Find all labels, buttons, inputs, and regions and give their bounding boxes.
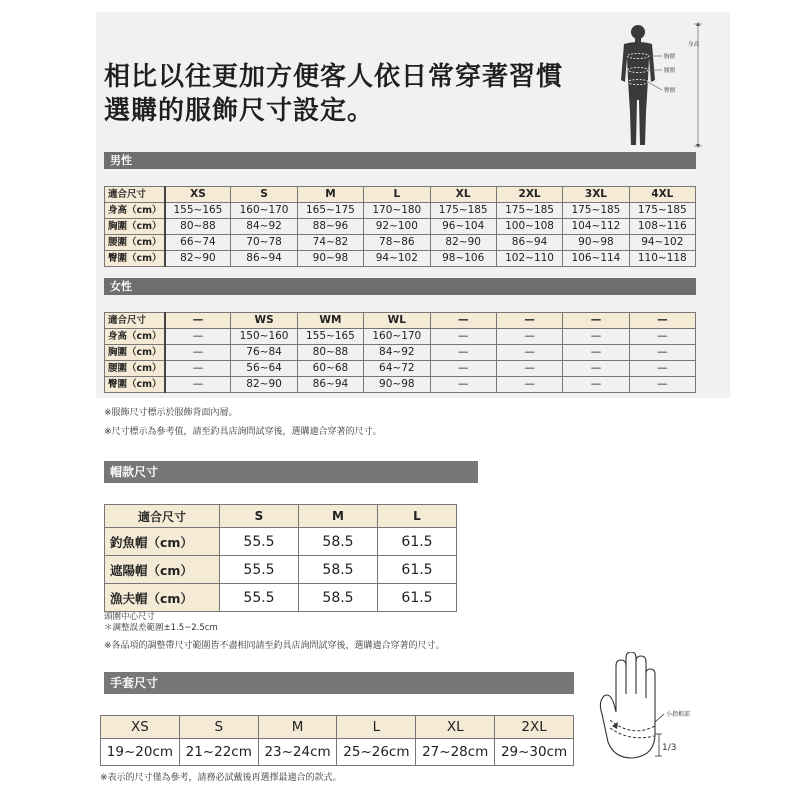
- measurement-value: —: [496, 377, 562, 393]
- measurement-value: 56~64: [231, 361, 297, 377]
- hat-size-value: 58.5: [299, 556, 378, 584]
- size-header-cell: —: [165, 313, 231, 329]
- table-row: [105, 251, 696, 267]
- hip-label: 臀圍: [664, 88, 676, 94]
- size-header-cell: XL: [430, 187, 496, 203]
- glove-value-row: [101, 739, 574, 766]
- glove-size-value: 21~22cm: [179, 739, 258, 766]
- measurement-value: 78~86: [364, 235, 430, 251]
- measurement-value: 102~110: [496, 251, 562, 267]
- measurement-value: 90~98: [364, 377, 430, 393]
- measurement-value: —: [629, 345, 695, 361]
- hat-note-3: ※各品項的調整帶尺寸範圍皆不盡相同請至釣具店詢問試穿後，選購適合穿著的尺寸。: [104, 641, 445, 651]
- size-header-cell: —: [430, 313, 496, 329]
- hat-size-value: 58.5: [299, 584, 378, 612]
- table-row: [105, 361, 696, 377]
- size-header-cell: WM: [297, 313, 363, 329]
- hat-note-1: 頭圍中心尺寸: [104, 612, 156, 622]
- measurement-label: 臀圍（cm）: [105, 251, 165, 267]
- table-row: [105, 528, 457, 556]
- measurement-value: 100~108: [496, 219, 562, 235]
- measurement-value: 80~88: [297, 345, 363, 361]
- measurement-value: —: [629, 361, 695, 377]
- size-header-label: 適合尺寸: [105, 313, 165, 329]
- measurement-value: 80~88: [165, 219, 231, 235]
- measurement-value: 60~68: [297, 361, 363, 377]
- measurement-value: 88~96: [297, 219, 363, 235]
- size-header-cell: XS: [165, 187, 231, 203]
- glove-size-label: M: [258, 716, 337, 739]
- measurement-value: 66~74: [165, 235, 231, 251]
- gloves-section-bar: [104, 672, 574, 694]
- hat-size-table: [104, 504, 457, 612]
- measurement-value: 84~92: [364, 345, 430, 361]
- body-silhouette-icon: [621, 25, 655, 145]
- glove-header-row: [101, 716, 574, 739]
- measurement-value: 160~170: [231, 203, 297, 219]
- measurement-value: 64~72: [364, 361, 430, 377]
- hat-header-cell: M: [299, 505, 378, 528]
- hat-size-value: 55.5: [220, 584, 299, 612]
- hat-type-label: 漁夫帽（cm）: [105, 584, 220, 612]
- measurement-value: 160~170: [364, 329, 430, 345]
- measurement-value: —: [563, 329, 629, 345]
- measurement-value: 86~94: [496, 235, 562, 251]
- measurement-value: 155~165: [165, 203, 231, 219]
- hat-header-row: [105, 505, 457, 528]
- size-header-cell: L: [364, 187, 430, 203]
- men-section-title: 男性: [110, 154, 132, 167]
- glove-size-value: 19~20cm: [101, 739, 180, 766]
- measurement-label: 腰圍（cm）: [105, 361, 165, 377]
- size-header-cell: S: [231, 187, 297, 203]
- measurement-value: —: [165, 361, 231, 377]
- measurement-value: 106~114: [563, 251, 629, 267]
- size-header-cell: —: [496, 313, 562, 329]
- table-row: [105, 584, 457, 612]
- glove-size-label: XL: [416, 716, 495, 739]
- size-header-cell: 3XL: [563, 187, 629, 203]
- table-row: [105, 329, 696, 345]
- measurement-value: 150~160: [231, 329, 297, 345]
- measurement-value: 94~102: [364, 251, 430, 267]
- table-row: [105, 345, 696, 361]
- table-row: [105, 377, 696, 393]
- measurement-value: 82~90: [165, 251, 231, 267]
- size-header-cell: 2XL: [496, 187, 562, 203]
- chest-label: 胸圍: [664, 54, 676, 60]
- measurement-value: 165~175: [297, 203, 363, 219]
- headline-line-2: 選購的服飾尺寸設定。: [104, 96, 375, 126]
- measurement-value: 74~82: [297, 235, 363, 251]
- measurement-value: 175~185: [563, 203, 629, 219]
- measurement-value: —: [430, 361, 496, 377]
- glove-size-label: L: [337, 716, 416, 739]
- headline-line-1: 相比以往更加方便客人依日常穿著習慣: [104, 62, 564, 92]
- size-header-cell: M: [297, 187, 363, 203]
- women-size-table: [104, 312, 696, 393]
- measurement-value: —: [496, 329, 562, 345]
- measurement-label: 胸圍（cm）: [105, 345, 165, 361]
- measurement-value: —: [629, 377, 695, 393]
- headline: [104, 60, 604, 128]
- measurement-value: 175~185: [629, 203, 695, 219]
- measurement-value: 110~118: [629, 251, 695, 267]
- glove-size-value: 27~28cm: [416, 739, 495, 766]
- hat-type-label: 遮陽帽（cm）: [105, 556, 220, 584]
- glove-size-label: XS: [101, 716, 180, 739]
- measurement-value: —: [563, 361, 629, 377]
- body-measurement-diagram: [610, 20, 710, 150]
- size-header-cell: 4XL: [629, 187, 695, 203]
- measurement-value: —: [496, 361, 562, 377]
- measurement-value: —: [430, 345, 496, 361]
- size-header-cell: WL: [364, 313, 430, 329]
- measurement-value: —: [165, 377, 231, 393]
- hat-size-value: 55.5: [220, 556, 299, 584]
- measurement-value: 96~104: [430, 219, 496, 235]
- measurement-value: 94~102: [629, 235, 695, 251]
- apparel-note-1: ※服飾尺寸標示於服飾背面內層。: [104, 408, 238, 418]
- glove-size-value: 23~24cm: [258, 739, 337, 766]
- apparel-note-2: ※尺寸標示為參考值，請至釣具店詢問試穿後，選購適合穿著的尺寸。: [104, 427, 382, 437]
- size-header-cell: WS: [231, 313, 297, 329]
- hat-header-cell: S: [220, 505, 299, 528]
- measurement-value: 175~185: [430, 203, 496, 219]
- hand-outline-icon: [600, 652, 655, 758]
- glove-size-table: [100, 715, 574, 766]
- measurement-value: —: [430, 377, 496, 393]
- measurement-value: 104~112: [563, 219, 629, 235]
- measurement-value: —: [563, 377, 629, 393]
- measurement-value: 86~94: [297, 377, 363, 393]
- table-row: [105, 203, 696, 219]
- glove-size-value: 25~26cm: [337, 739, 416, 766]
- measurement-value: 76~84: [231, 345, 297, 361]
- measurement-value: 82~90: [231, 377, 297, 393]
- hat-type-label: 釣魚帽（cm）: [105, 528, 220, 556]
- measurement-value: —: [165, 329, 231, 345]
- hat-note-2: ＊調整誤差範圍±1.5~2.5cm: [104, 623, 218, 633]
- measurement-label: 身高（cm）: [105, 329, 165, 345]
- glove-size-label: S: [179, 716, 258, 739]
- measurement-value: 108~116: [629, 219, 695, 235]
- waist-label: 腰圍: [664, 68, 676, 74]
- glove-size-label: 2XL: [495, 716, 574, 739]
- women-header-row: [105, 313, 696, 329]
- hat-size-value: 55.5: [220, 528, 299, 556]
- measurement-value: —: [496, 345, 562, 361]
- men-header-row: [105, 187, 696, 203]
- hat-size-value: 61.5: [378, 556, 457, 584]
- hats-section-bar: [104, 461, 478, 483]
- measurement-value: 98~106: [430, 251, 496, 267]
- measurement-value: 170~180: [364, 203, 430, 219]
- measurement-value: 90~98: [563, 235, 629, 251]
- glove-size-value: 29~30cm: [495, 739, 574, 766]
- size-header-cell: —: [629, 313, 695, 329]
- height-label: 身高: [688, 42, 700, 48]
- glove-note: ※表示的尺寸僅為參考，請務必試戴後再選擇最適合的款式。: [100, 773, 342, 783]
- measurement-value: —: [563, 345, 629, 361]
- hat-size-value: 61.5: [378, 528, 457, 556]
- measurement-value: —: [629, 329, 695, 345]
- measurement-value: 155~165: [297, 329, 363, 345]
- hats-section-title: 帽款尺寸: [110, 465, 159, 479]
- table-row: [105, 556, 457, 584]
- measurement-label: 身高（cm）: [105, 203, 165, 219]
- table-row: [105, 235, 696, 251]
- size-header-label: 適合尺寸: [105, 187, 165, 203]
- measurement-label: 腰圍（cm）: [105, 235, 165, 251]
- measurement-label: 胸圍（cm）: [105, 219, 165, 235]
- measurement-value: —: [165, 345, 231, 361]
- measurement-value: —: [430, 329, 496, 345]
- measurement-value: 86~94: [231, 251, 297, 267]
- measurement-value: 84~92: [231, 219, 297, 235]
- hat-header-cell: 適合尺寸: [105, 505, 220, 528]
- hand-measurement-diagram: [592, 652, 702, 764]
- measurement-value: 92~100: [364, 219, 430, 235]
- table-row: [105, 219, 696, 235]
- pinky-base-label: 小指根部: [666, 711, 691, 718]
- hat-size-value: 61.5: [378, 584, 457, 612]
- measurement-value: 82~90: [430, 235, 496, 251]
- gloves-section-title: 手套尺寸: [110, 676, 159, 690]
- measurement-value: 175~185: [496, 203, 562, 219]
- men-size-table: [104, 186, 696, 267]
- men-section-bar: [104, 152, 696, 169]
- hat-header-cell: L: [378, 505, 457, 528]
- women-section-title: 女性: [110, 280, 132, 293]
- size-header-cell: —: [563, 313, 629, 329]
- measurement-value: 90~98: [297, 251, 363, 267]
- measurement-label: 臀圍（cm）: [105, 377, 165, 393]
- fraction-label: 1/3: [662, 743, 677, 753]
- measurement-value: 70~78: [231, 235, 297, 251]
- hat-size-value: 58.5: [299, 528, 378, 556]
- women-section-bar: [104, 278, 696, 295]
